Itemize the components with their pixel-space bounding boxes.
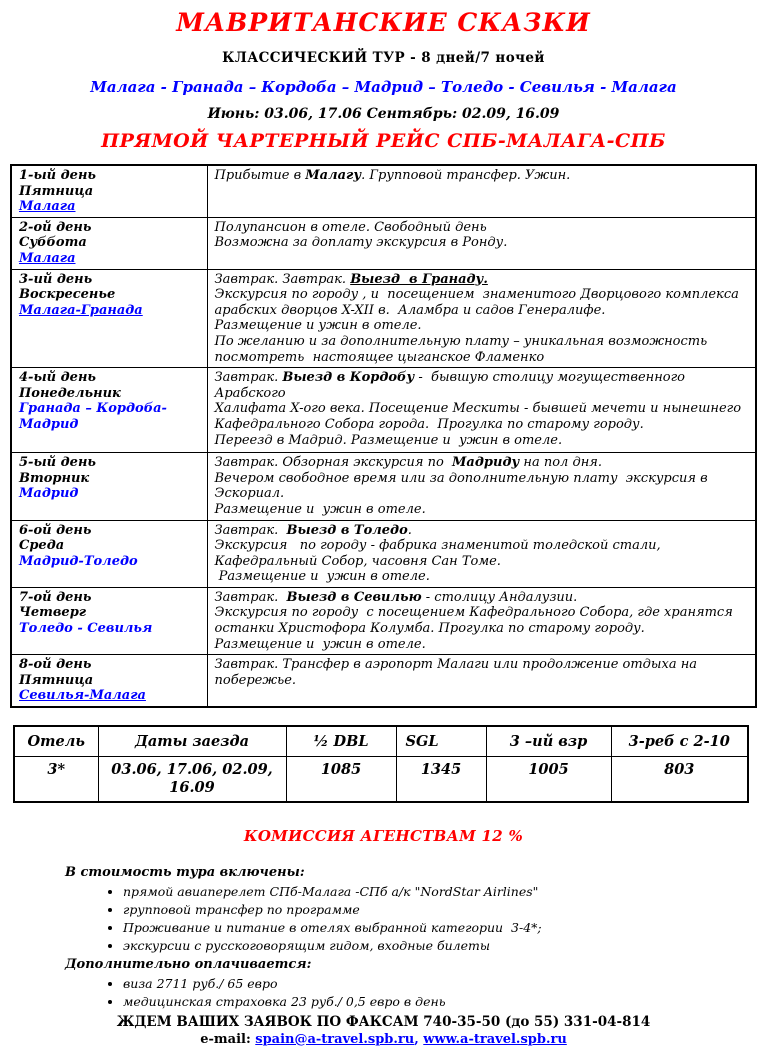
description-bold-segment: Выезд в Кордобу — [282, 370, 415, 386]
description-segment: Завтрак. — [214, 589, 287, 605]
description-line — [215, 569, 750, 585]
description-segment: Размещение и ужин в отеле. — [214, 318, 422, 334]
extra-title: Дополнительно оплачивается: — [65, 956, 312, 972]
description-cell — [207, 217, 756, 269]
itinerary-row — [11, 520, 756, 587]
charter-line: ПРЯМОЙ ЧАРТЕРНЫЙ РЕЙС СПБ-МАЛАГА-СПБ — [101, 130, 666, 152]
contact-line — [0, 1032, 767, 1047]
weekday-label: Пятница — [19, 672, 94, 688]
website-link[interactable]: www.a-travel.spb.ru — [423, 1031, 567, 1047]
description-line — [215, 455, 750, 471]
itinerary-body — [11, 165, 756, 707]
description-segment: Завтрак. Трансфер в аэропорт Малаги или продолжение отдыха на — [214, 657, 698, 673]
cities-label: Толедо - Севилья — [19, 621, 153, 637]
day-cell — [11, 655, 207, 707]
price-body — [14, 756, 748, 802]
description-segment: - столицу Андалузии. — [421, 589, 578, 605]
weekday-label: Воскресенье — [19, 287, 116, 303]
price-cell: 1005 — [486, 756, 611, 802]
weekday-label: Среда — [19, 538, 65, 554]
description-line — [215, 538, 750, 554]
extra-list — [65, 975, 767, 1011]
description-line — [215, 417, 750, 433]
description-segment: Размещение и ужин в отеле. — [214, 569, 430, 585]
cities-label: Мадрид-Толедо — [19, 553, 138, 569]
description-line — [215, 334, 750, 350]
bullet-item: • виза 2711 руб./ 65 евро — [123, 975, 767, 993]
weekday-label: Понедельник — [19, 385, 121, 401]
description-segment: Кафедрального Собора города. Прогулка по старому городу. — [214, 416, 644, 432]
day-cell — [11, 587, 207, 654]
description-segment: посмотреть настоящее цыганское Фламенко — [214, 349, 545, 365]
price-header-cell: SGL — [396, 726, 486, 756]
weekday-label: Пятница — [19, 183, 94, 199]
description-line — [215, 590, 750, 606]
description-cell — [207, 655, 756, 707]
description-cell — [207, 587, 756, 654]
description-segment: Халифата X-ого века. Посещение Мескиты - бывшей мечети и нынешнего — [214, 401, 742, 417]
day-cell — [11, 165, 207, 217]
description-line — [215, 605, 750, 621]
day-label: 8-ой день — [19, 657, 92, 673]
description-segment: Эскориал. — [214, 486, 285, 502]
day-cell — [11, 217, 207, 269]
description-cell — [207, 453, 756, 520]
description-segment: Полупансион в отеле. Свободный день — [214, 219, 487, 235]
description-segment: . Групповой трансфер. Ужин. — [361, 168, 571, 183]
day-cell — [11, 269, 207, 368]
day-label: 5-ый день — [19, 455, 97, 471]
description-line — [215, 486, 750, 502]
description-line — [215, 673, 750, 689]
description-segment: останки Христофора Колумба. Прогулка по старому городу. — [214, 621, 645, 637]
day-label: 3-ий день — [19, 271, 93, 287]
description-segment: Экскурсия по городу с посещением Кафедрального Собора, где хранятся — [214, 605, 733, 621]
description-cell — [207, 269, 756, 368]
price-cell: 03.06, 17.06, 02.09, 16.09 — [98, 756, 286, 802]
cities-label: Гранада – Кордоба-Мадрид — [19, 401, 167, 432]
description-segment: арабских дворцов X-XII в. Аламбра и садов Генералифе. — [214, 302, 606, 318]
cities-label: Малага-Гранада — [19, 302, 143, 318]
description-segment: побережье. — [214, 672, 297, 688]
description-bold-segment: Выезд в Толедо — [286, 522, 408, 538]
description-line — [215, 523, 750, 539]
price-row — [14, 756, 748, 802]
dates-line: Июнь: 03.06, 17.06 Сентябрь: 02.09, 16.09 — [207, 106, 560, 122]
description-line — [215, 433, 750, 449]
included-title: В стоимость тура включены: — [65, 864, 305, 880]
included-list — [65, 883, 767, 955]
description-line — [215, 657, 750, 673]
price-header-cell: ½ DBL — [286, 726, 396, 756]
description-segment: Вечером свободное время или за дополнительную плату экскурсия в — [214, 470, 708, 486]
price-header-cell: Отель — [14, 726, 98, 756]
price-table — [13, 725, 749, 803]
tour-subtitle: КЛАССИЧЕСКИЙ ТУР - 8 дней/7 ночей — [222, 50, 545, 66]
description-segment: Переезд в Мадрид. Размещение и ужин в отеле. — [214, 432, 563, 448]
itinerary-row — [11, 269, 756, 368]
price-header-cell: 3-реб с 2-10 — [611, 726, 748, 756]
price-cell: 803 — [611, 756, 748, 802]
cities-label: Малага — [19, 250, 76, 266]
description-segment: - бывшую столицу могущественного Арабского — [214, 370, 690, 401]
description-segment: на пол дня. — [519, 455, 602, 471]
cities-label: Севилья-Малага — [19, 688, 146, 704]
bullet-item: • прямой авиаперелет СПб-Малага -СПб а/к "NordStar Airlines" — [123, 883, 767, 901]
itinerary-row — [11, 217, 756, 269]
description-cell — [207, 520, 756, 587]
description-bold-segment: Выезд в Севилью — [286, 589, 422, 605]
description-line — [215, 471, 750, 487]
description-segment: Возможна за доплату экскурсия в Ронду. — [214, 235, 508, 251]
link-separator: , — [414, 1031, 424, 1047]
itinerary-row — [11, 655, 756, 707]
description-line — [215, 318, 750, 334]
bullet-item: • Проживание и питание в отелях выбранной категории 3-4*; — [123, 919, 767, 937]
description-segment: По желанию и за дополнительную плату – уникальная возможность — [214, 333, 708, 349]
bullet-item: • групповой трансфер по программе — [123, 901, 767, 919]
description-segment: Завтрак. — [214, 370, 283, 386]
day-label: 6-ой день — [19, 522, 92, 538]
description-line — [215, 303, 750, 319]
price-header-cell: 3 –ий взр — [486, 726, 611, 756]
itinerary-row — [11, 587, 756, 654]
price-header-row — [14, 726, 748, 756]
description-cell — [207, 368, 756, 453]
description-segment: Завтрак. Обзорная экскурсия по — [214, 455, 453, 471]
day-label: 1-ый день — [19, 168, 97, 183]
description-segment: Экскурсия по городу - фабрика знаменитой толедской стали, — [214, 538, 661, 554]
description-line — [215, 168, 750, 184]
page-title: МАВРИТАНСКИЕ СКАЗКИ — [176, 8, 591, 37]
conditions-sections — [65, 865, 767, 1011]
fax-line: ЖДЕМ ВАШИХ ЗАЯВОК ПО ФАКСАМ 740-35-50 (до 55) 331-04-814 — [116, 1013, 651, 1030]
cities-label: Мадрид — [19, 486, 79, 502]
commission-line: КОМИССИЯ АГЕНСТВАМ 12 % — [243, 826, 524, 845]
description-bold-segment: Выезд в Гранаду. — [350, 271, 488, 287]
description-line — [215, 350, 750, 366]
weekday-label: Вторник — [19, 470, 90, 486]
itinerary-table — [10, 164, 757, 708]
bullet-item: • медицинская страховка 23 руб./ 0,5 евро в день — [123, 993, 767, 1011]
price-cell: 1345 — [396, 756, 486, 802]
price-cell: 1085 — [286, 756, 396, 802]
description-line — [215, 235, 750, 251]
weekday-label: Суббота — [19, 235, 87, 251]
itinerary-row — [11, 165, 756, 217]
cities-label: Малага — [19, 199, 76, 215]
day-label: 2-ой день — [19, 219, 92, 235]
description-line — [215, 220, 750, 236]
day-cell — [11, 453, 207, 520]
itinerary-row — [11, 453, 756, 520]
description-line — [215, 272, 750, 288]
description-segment: . — [407, 522, 412, 538]
weekday-label: Четверг — [19, 605, 87, 621]
day-label: 7-ой день — [19, 589, 92, 605]
description-line — [215, 401, 750, 417]
description-segment: Завтрак. — [214, 522, 287, 538]
route-line: Малага - Гранада – Кордоба – Мадрид – Толедо - Севилья - Малага — [90, 78, 677, 96]
description-bold-segment: Малагу — [305, 168, 362, 183]
description-segment: Размещение и ужин в отеле. — [214, 501, 426, 517]
day-cell — [11, 368, 207, 453]
description-cell — [207, 165, 756, 217]
price-header-cell: Даты заезда — [98, 726, 286, 756]
email-label: e-mail: — [200, 1031, 256, 1047]
day-cell — [11, 520, 207, 587]
email-link[interactable]: spain@a-travel.spb.ru — [255, 1031, 415, 1047]
description-line — [215, 502, 750, 518]
bullet-item: • экскурсии с русскоговорящим гидом, входные билеты — [123, 937, 767, 955]
day-label: 4-ый день — [19, 370, 97, 386]
description-segment: Размещение и ужин в отеле. — [214, 636, 426, 652]
description-segment: Экскурсия по городу , и посещением знаменитого Дворцового комплекса — [214, 287, 739, 303]
description-segment: Завтрак. Завтрак. — [214, 271, 351, 287]
description-line — [215, 554, 750, 570]
description-line — [215, 621, 750, 637]
itinerary-row — [11, 368, 756, 453]
description-line — [215, 370, 750, 401]
description-segment: Кафедральный Собор, часовня Сан Томе. — [214, 553, 501, 569]
description-segment: Прибытие в — [214, 168, 306, 183]
description-bold-segment: Мадриду — [452, 455, 520, 471]
description-line — [215, 287, 750, 303]
description-line — [215, 637, 750, 653]
price-cell: 3* — [14, 756, 98, 802]
